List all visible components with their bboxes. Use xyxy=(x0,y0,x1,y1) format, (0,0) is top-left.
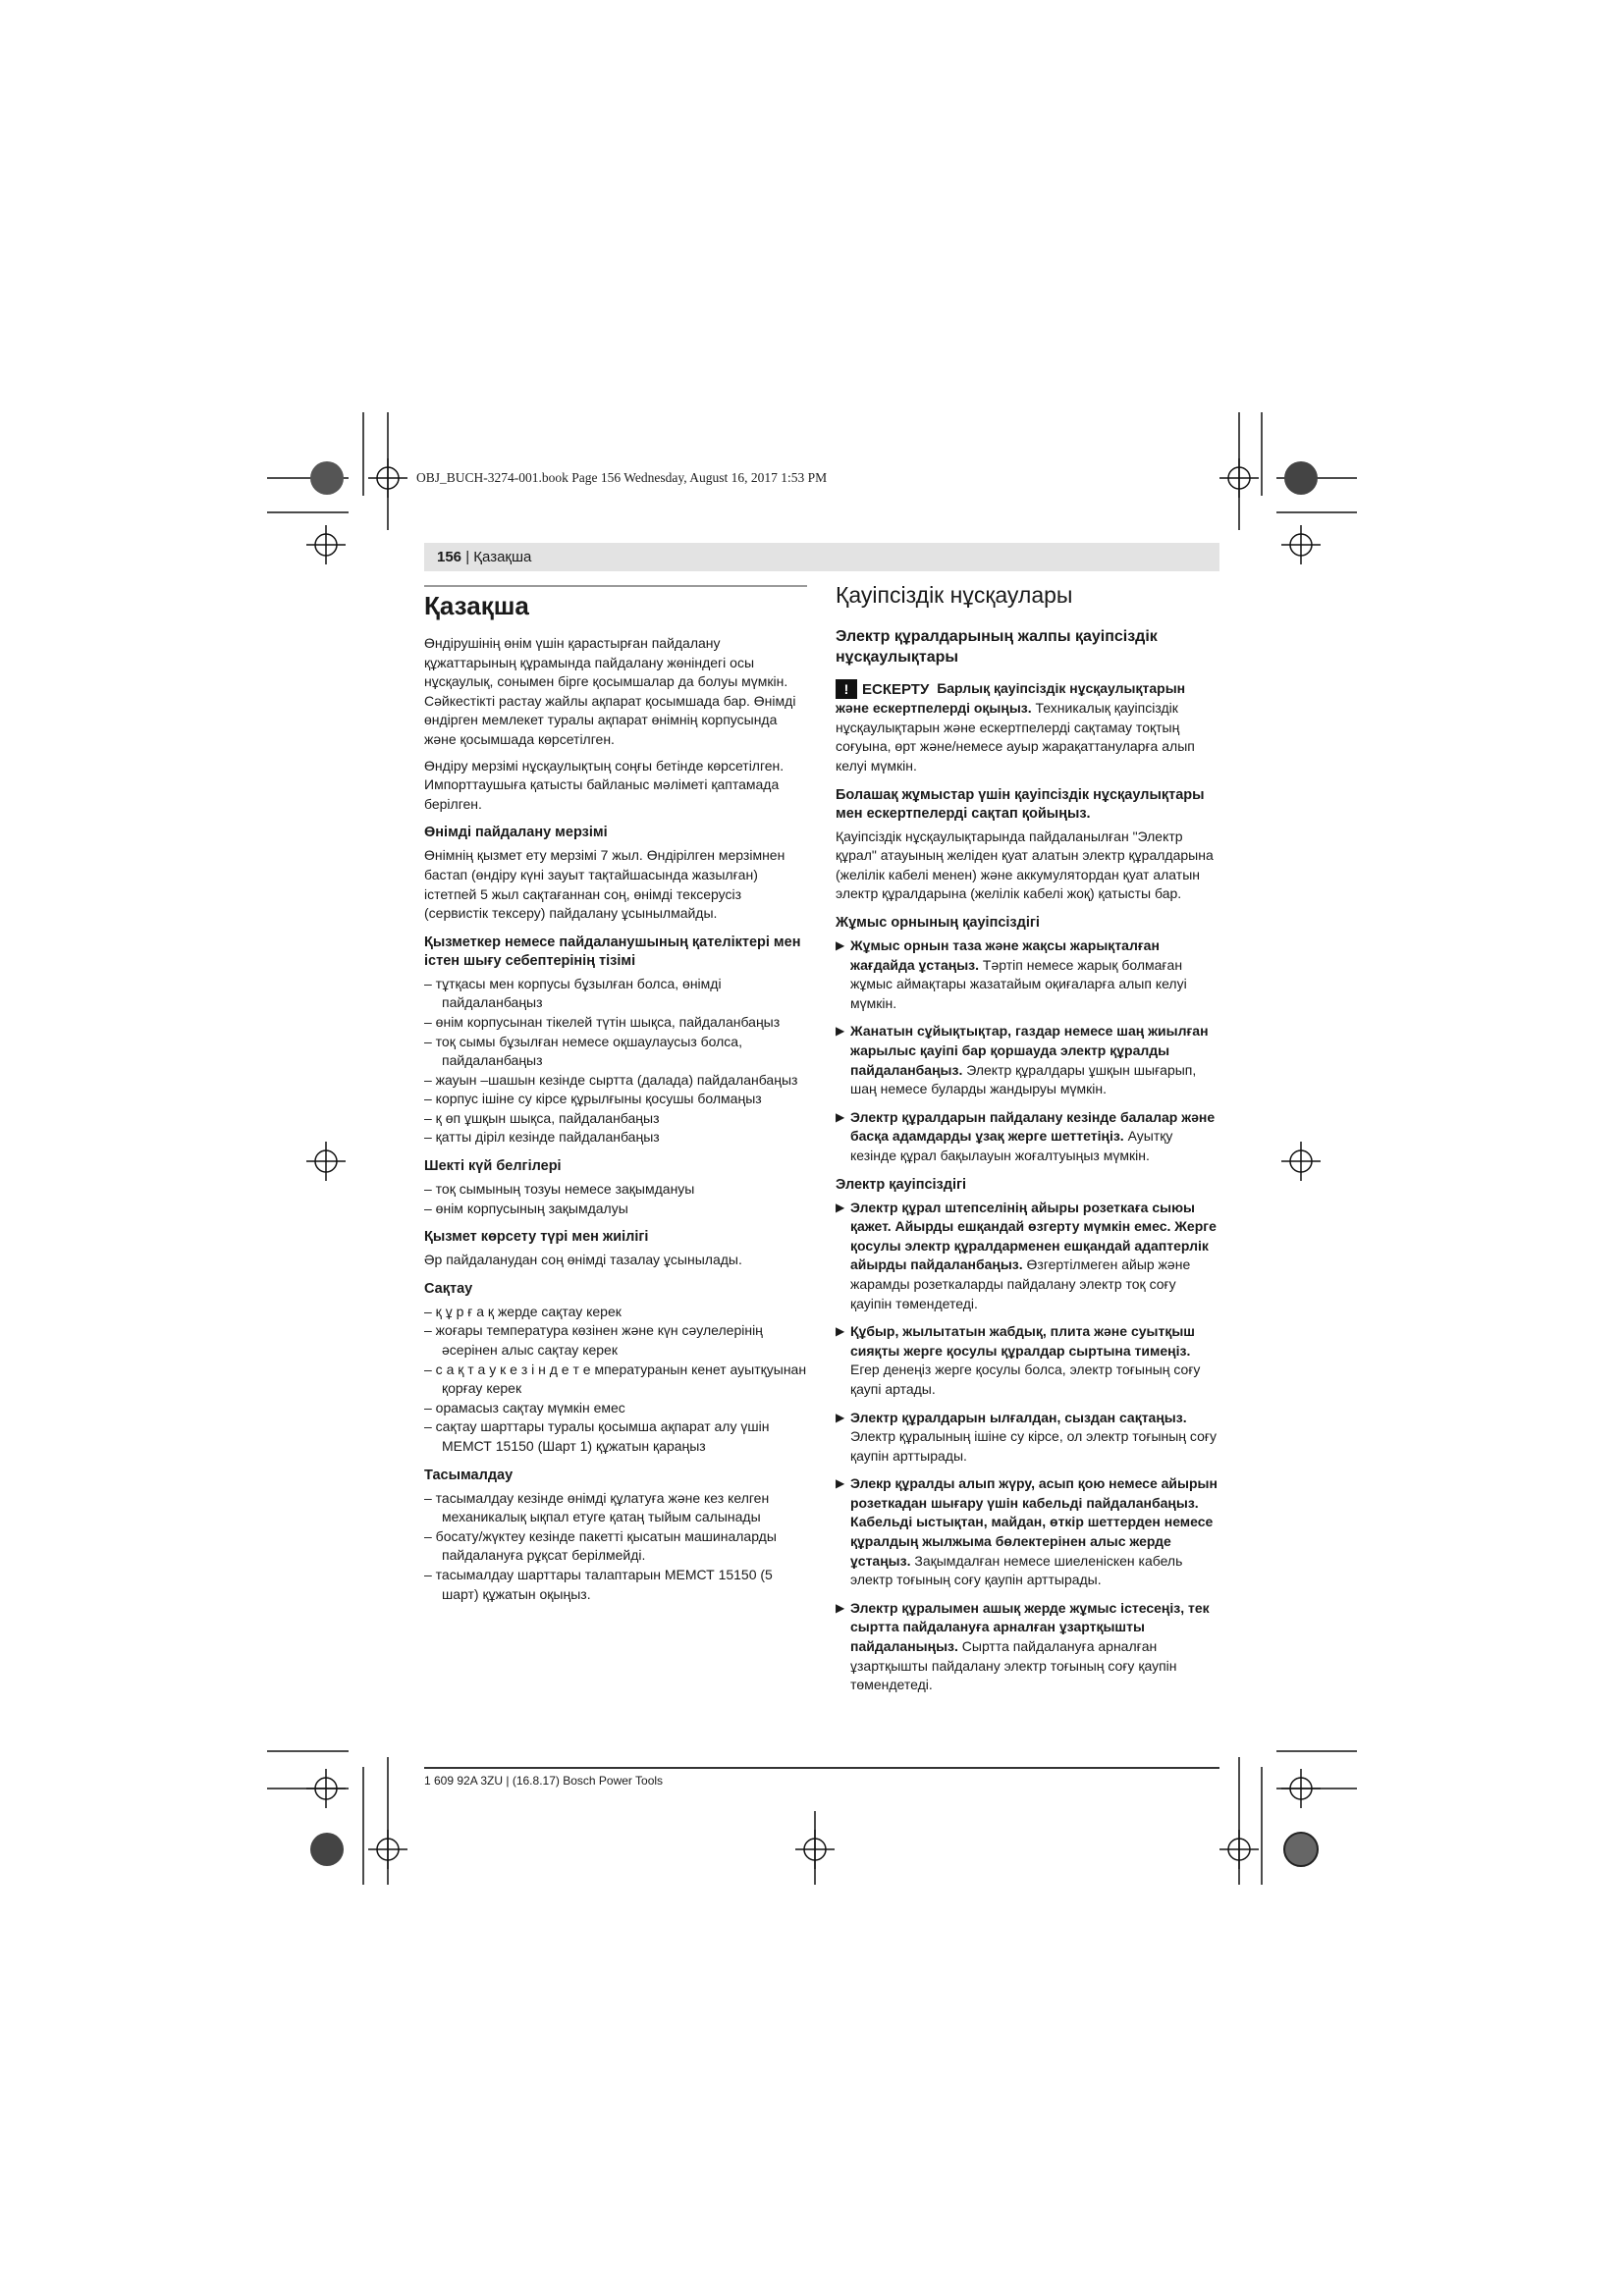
bullet-arrow-icon: ▶ xyxy=(836,1024,845,1039)
list-item: – орамасыз сақтау мүмкін емес xyxy=(424,1399,625,1415)
list-item: ▶ Жұмыс орнын таза және жақсы жарықталған жағдайда ұстаңыз. Тәртіп немесе жарық болмаған жұмыс аймақтары жазатайым оқиғаларға алып келуі мүмкін. xyxy=(836,937,1187,1011)
errors-list xyxy=(424,975,807,1148)
header-bar xyxy=(424,543,1219,571)
list-item: ▶ Электр құрал штепселінің айыры розеткаға сыюы қажет. Айырды ешқандай өзгерту мүмкін емес. Жерге қосулы электр құралдарменен ешқандай адаптерлік айырды пайдаланбаңыз. Өзгертілмеген айыр және жарамды розеткаларды пайдалану электр тоқ соғу қауіпін төмендетеді. xyxy=(836,1199,1217,1311)
list-item: – тасымалдау шарттары талаптарын МЕМСТ 15150 (5 шарт) құжатын оқыңыз. xyxy=(424,1566,773,1602)
list-item: ▶ Электр құралдарын пайдалану кезінде балалар және басқа адамдарды ұзақ жерге шеттетіңіз. Ауытқу кезінде құрал бақылауын жоғалтуыңыз мүмкін. xyxy=(836,1108,1216,1163)
list-item: – жауын –шашын кезінде сыртта (далада) пайдаланбаңыз xyxy=(424,1071,798,1088)
bullet-arrow-icon: ▶ xyxy=(836,1200,845,1214)
left-column xyxy=(424,585,807,1610)
transport-list xyxy=(424,1489,807,1605)
section-heading: Шекті күй белгілері xyxy=(424,1158,562,1175)
electric-safety-list xyxy=(836,1199,1220,1695)
footer-rule xyxy=(424,1767,1219,1769)
section-heading: Жұмыс орнының қауіпсіздігі xyxy=(836,915,1040,932)
bullet-arrow-icon: ▶ xyxy=(836,1324,845,1339)
bullet-arrow-icon: ▶ xyxy=(836,1109,845,1124)
paragraph: Өнімнің қызмет ету мерзімі 7 жыл. Өндірілген мерзімнен бастап (өндіру күні зауыт тақтайшасында жазылған) істетпей 5 жыл сақтағаннан соң, өнімді тексерусіз (сервистік тексеру) пайдалану ұсынылмайды. xyxy=(424,847,785,922)
list-item: – өнім корпусынан тікелей түтін шықса, пайдаланбаңыз xyxy=(424,1013,781,1030)
warning-paragraph: ! ЕСКЕРТУ Барлық қауіпсіздік нұсқаулықтарын және ескертпелерді оқыңыз. Техникалық қауіпсіздік нұсқаулықтарын және ескертпелерді сақтамау тоқтың соғуына, өрт және/немесе ауыр жарақаттануларға алып келуі мүмкін. xyxy=(836,680,1195,774)
right-column xyxy=(836,581,1220,1704)
warning-triangle-icon: ! xyxy=(836,679,857,699)
paragraph: Әр пайдаланудан соң өнімді тазалау ұсынылады. xyxy=(424,1252,742,1268)
list-item: – жоғары температура көзінен және күн сәулелерінің әсерінен алыс сақтау керек xyxy=(424,1322,763,1359)
list-item: – сақтау шарттары туралы қосымша ақпарат алу үшін МЕМСТ 15150 (Шарт 1) құжатын қараңыз xyxy=(424,1418,770,1454)
list-item: – тұтқасы мен корпусы бұзылған болса, өнімді пайдаланбаңыз xyxy=(424,975,722,1011)
list-item: ▶ Электр құралдарын ылғалдан, сыздан сақтаңыз. Электр құралының ішіне су кірсе, ол электр тоғының соғу қаупін арттырады. xyxy=(836,1409,1217,1464)
list-item: – босату/жүктеу кезінде пакетті қысатын машиналарды пайдалануға рұқсат берілмейді. xyxy=(424,1527,777,1564)
page-title: Қазақша xyxy=(424,591,529,620)
print-line: OBJ_BUCH-3274-001.book Page 156 Wednesday, August 16, 2017 1:53 PM xyxy=(416,470,828,485)
footer: 1 609 92A 3ZU | (16.8.17) Bosch Power Tools xyxy=(424,1774,664,1788)
list-item: – қ өп ұшқын шықса, пайдаланбаңыз xyxy=(424,1109,660,1126)
intro-paragraph: Өндіру мерзімі нұсқаулықтың соңғы бетінде көрсетілген. Импорттаушыға қатысты байланыс мәліметі қаптамада берілген. xyxy=(424,757,785,812)
list-item: ▶ Электр құралымен ашық жерде жұмыс істесеңіз, тек сыртта пайдалануға арналған ұзартқышты пайдаланыңыз. Сыртта пайдалануға арналған ұзартқышты пайдалану электр тоғының соғу қаупін төмендетеді. xyxy=(836,1599,1210,1693)
safety-title: Қауіпсіздік нұсқаулары xyxy=(836,582,1073,608)
title-rule xyxy=(424,585,807,587)
limits-list xyxy=(424,1180,807,1218)
list-item: ▶ Элекр құралды алып жүру, асып қою немесе айырын розеткадан шығару үшін кабельді пайдаланбаңыз. Кабельді ыстықтан, майдан, өткір шеттерден немесе құралдың жылжыма бөлектерінен алыс жерде ұстаңыз. Зақымдалған немесе шиеленіскен кабель электр тоғының соғу қаупін арттырады. xyxy=(836,1475,1218,1588)
section-heading: Қызмет көрсету түрі мен жиілігі xyxy=(424,1229,649,1246)
bullet-arrow-icon: ▶ xyxy=(836,1410,845,1424)
section-heading: Электр қауіпсіздігі xyxy=(836,1176,967,1193)
bullet-arrow-icon: ▶ xyxy=(836,1600,845,1615)
section-heading: Қызметкер немесе пайдаланушының қателіктері мен істен шығу себептерінің тізімі xyxy=(424,934,801,969)
list-item: – өнім корпусының зақымдалуы xyxy=(424,1200,628,1216)
warning-label: ! ЕСКЕРТУ xyxy=(836,679,929,699)
bullet-arrow-icon: ▶ xyxy=(836,1476,845,1491)
list-item: – қатты діріл кезінде пайдаланбаңыз xyxy=(424,1129,660,1146)
header-section: Қазақша xyxy=(473,549,532,565)
bullet-arrow-icon: ▶ xyxy=(836,938,845,953)
list-item: – тоқ сымы бұзылған немесе оқшаулаусыз болса, пайдаланбаңыз xyxy=(424,1033,742,1069)
list-item: – с а қ т а у к е з і н д е т е мпературанын кенет ауытқуынан қорғау керек xyxy=(424,1361,807,1397)
list-item: ▶ Жанатын сұйықтықтар, газдар немесе шаң жиылған жарылыс қауіпі бар қоршауда электр құралды пайдаланбаңыз. Электр құралдары ұшқын шығарып, шаң немесе буларды жандыруы мүмкін. xyxy=(836,1023,1209,1097)
list-item: – тоқ сымының тозуы немесе зақымдануы xyxy=(424,1181,695,1198)
section-heading: Өнімді пайдалану мерзімі xyxy=(424,825,608,841)
page-number: 156 xyxy=(437,549,462,565)
section-heading: Болашақ жұмыстар үшін қауіпсіздік нұсқаулықтары мен ескертпелерді сақтап қойыңыз. xyxy=(836,786,1205,822)
page-header: 156 | Қазақша xyxy=(437,549,532,565)
list-item: – корпус ішіне су кірсе құрылғыны қосушы болмаңыз xyxy=(424,1091,762,1107)
list-item: ▶ Құбыр, жылытатын жабдық, плита және суытқыш сияқты жерге қосулы құралдар сыртына тимеңіз. Егер денеңіз жерге қосулы болса, электр тоғының соғу қаупі артады. xyxy=(836,1323,1201,1397)
paragraph: Қауіпсіздік нұсқаулықтарында пайдаланылған "Электр құрал" атауының желіден қуат алатын электр құралдарына (желілік кабелі менен) және аккумулятордан қуат алатын электр құралдарына (желілік кабелі жоқ) қатысты бар. xyxy=(836,828,1214,902)
section-heading: Тасымалдау xyxy=(424,1467,514,1483)
intro-paragraph: Өндірушінің өнім үшін қарастырған пайдалану құжаттарының құрамында пайдалану жөніндегі осы нұсқаулық, сонымен бірге қосымшалар да болуы мүмкін. Сәйкестікті растау жайлы ақпарат қосымшада бар. Өнімді өндірген мемлекет туралы ақпарат өнімнің корпусында және қосымшада көрсетілген. xyxy=(424,635,796,747)
work-safety-list xyxy=(836,936,1220,1166)
section-heading: Сақтау xyxy=(424,1280,473,1297)
list-item: – тасымалдау кезінде өнімді құлатуға және кез келген механикалық ықпал етуге қатаң тыйым салынады xyxy=(424,1489,770,1525)
section-heading: Электр құралдарының жалпы қауіпсіздік нұсқаулықтары xyxy=(836,628,1158,666)
storage-list xyxy=(424,1303,807,1457)
list-item: – қ ұ р ғ а қ жерде сақтау керек xyxy=(424,1303,622,1319)
